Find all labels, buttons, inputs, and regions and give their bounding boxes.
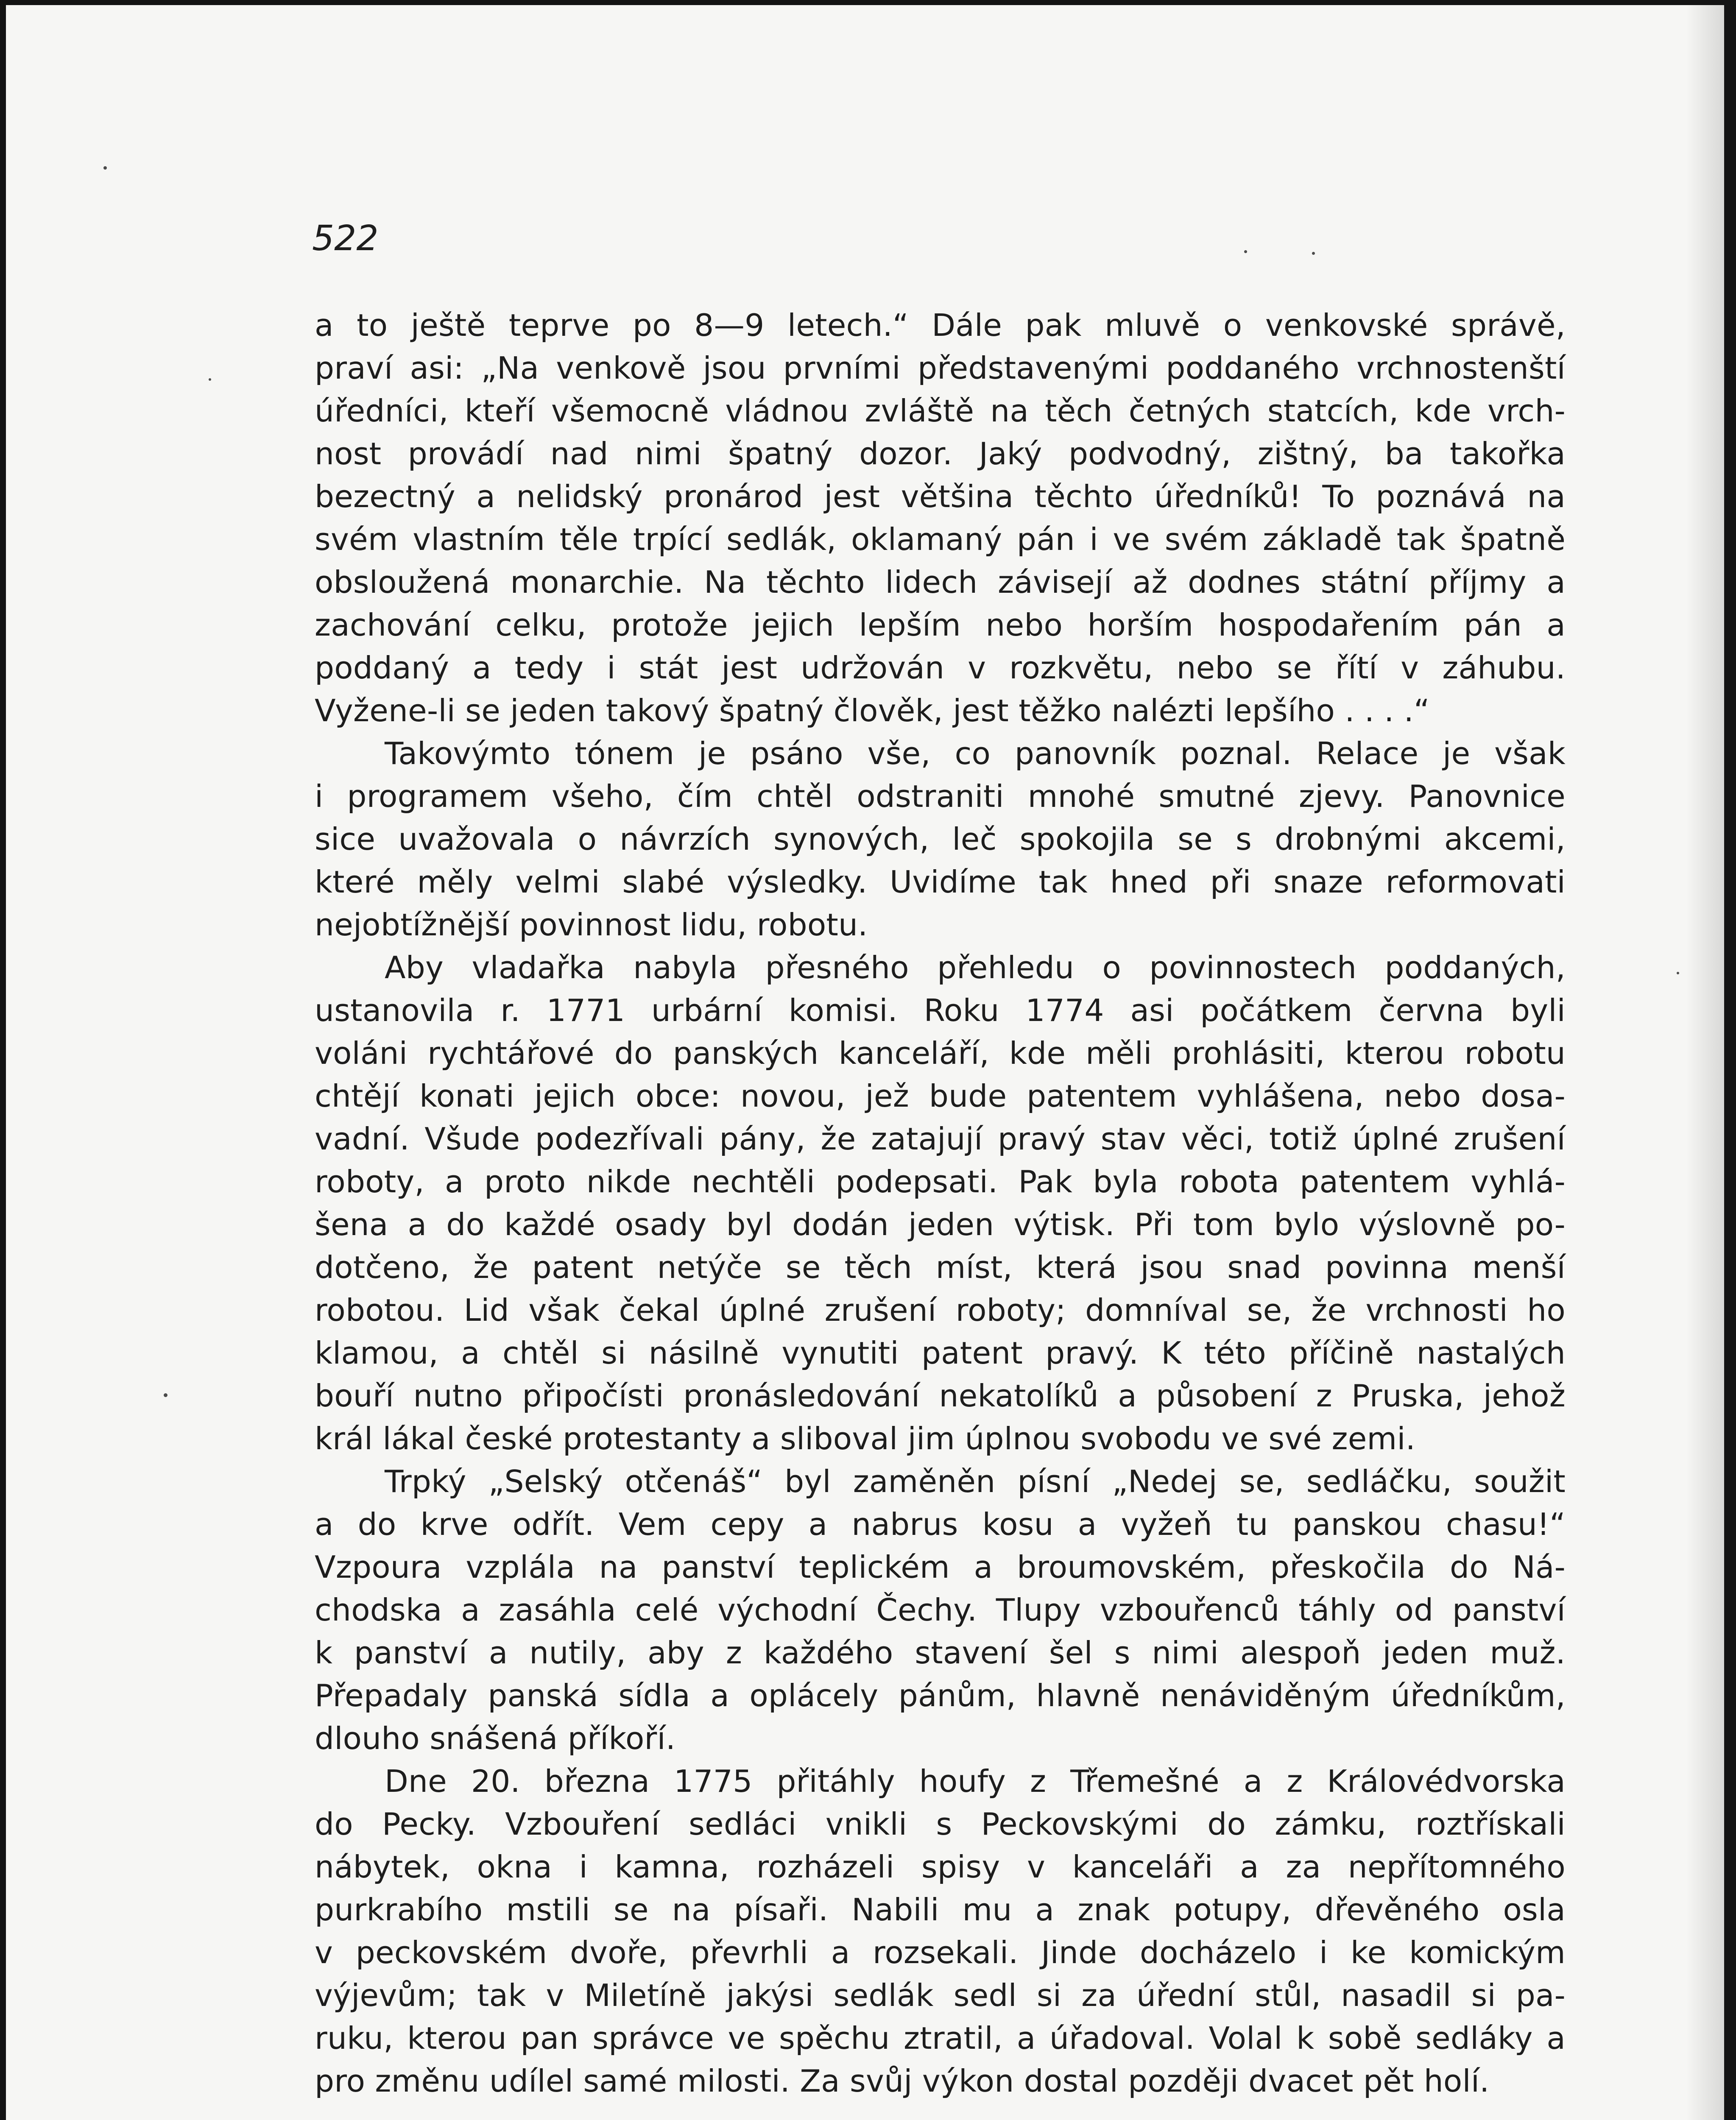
text-line: bouří nutno připočísti pronásledování nekatolíků a působení z Pruska, jehož bbox=[315, 1378, 1566, 1414]
scan-speck bbox=[164, 1393, 167, 1397]
text-line: vadní. Všude podezřívali pány, že zatajují pravý stav věci, totiž úplné zrušení bbox=[315, 1121, 1566, 1157]
text-line: a to ještě teprve po 8—9 letech.“ Dále pak mluvě o venkovské správě, bbox=[315, 308, 1566, 343]
paragraph bbox=[315, 733, 1566, 947]
text-line: k panství a nutily, aby z každého stavení šel s nimi alespoň jeden muž. bbox=[315, 1635, 1566, 1671]
body-text bbox=[315, 304, 1566, 2103]
text-line: v peckovském dvoře, převrhli a rozsekali. Jinde docházelo i ke komickým bbox=[315, 1935, 1566, 1971]
scan-speck bbox=[1244, 250, 1247, 253]
scanned-page bbox=[6, 5, 1724, 2120]
text-line: chodska a zasáhla celé východní Čechy. Tlupy vzbouřenců táhly od panství bbox=[315, 1593, 1566, 1628]
text-line: i programem všeho, čím chtěl odstraniti mnohé smutné zjevy. Panovnice bbox=[315, 779, 1566, 815]
scan-speck bbox=[209, 378, 211, 381]
text-line: poddaný a tedy i stát jest udržován v rozkvětu, nebo se řítí v záhubu. bbox=[315, 650, 1566, 686]
text-line: Vzpoura vzplála na panství teplickém a broumovském, přeskočila do Ná- bbox=[315, 1550, 1566, 1585]
text-line: zachování celku, protože jejich lepším nebo horším hospodařením pán a bbox=[315, 608, 1566, 643]
text-line: sice uvažovala o návrzích synových, leč spokojila se s drobnými akcemi, bbox=[315, 822, 1566, 857]
paragraph bbox=[315, 1461, 1566, 1760]
text-line: Takovýmto tónem je psáno vše, co panovník poznal. Relace je však bbox=[385, 736, 1566, 772]
text-line: které měly velmi slabé výsledky. Uvidíme tak hned při snaze reformovati bbox=[315, 865, 1566, 900]
page-edge-shadow bbox=[1686, 5, 1724, 2120]
scan-speck bbox=[103, 166, 107, 170]
text-line: do Pecky. Vzbouření sedláci vnikli s Peckovskými do zámku, roztřískali bbox=[315, 1807, 1566, 1842]
text-line: praví asi: „Na venkově jsou prvními představenými poddaného vrchnostenští bbox=[315, 351, 1566, 386]
paragraph bbox=[315, 304, 1566, 733]
text-line: dlouho snášená příkoří. bbox=[315, 1721, 676, 1757]
text-line: voláni rychtářové do panských kanceláří, kde měli prohlásiti, kterou robotu bbox=[315, 1036, 1566, 1071]
paragraph bbox=[315, 1760, 1566, 2103]
text-line: roboty, a proto nikde nechtěli podepsati. Pak byla robota patentem vyhlá- bbox=[315, 1164, 1566, 1200]
scan-speck bbox=[1677, 972, 1679, 974]
paragraph bbox=[315, 947, 1566, 1461]
text-line: nejobtížnější povinnost lidu, robotu. bbox=[315, 907, 868, 943]
text-line: úředníci, kteří všemocně vládnou zvláště na těch četných statcích, kde vrch- bbox=[315, 393, 1566, 429]
text-line: chtějí konati jejich obce: novou, jež bude patentem vyhlášena, nebo dosa- bbox=[315, 1079, 1566, 1114]
text-line: ustanovila r. 1771 urbární komisi. Roku 1774 asi počátkem června byli bbox=[315, 993, 1566, 1029]
text-line: purkrabího mstili se na písaři. Nabili mu a znak potupy, dřevěného osla bbox=[315, 1892, 1566, 1928]
text-line: bezectný a nelidský pronárod jest většina těchto úředníků! To poznává na bbox=[315, 479, 1566, 515]
text-line: pro změnu udílel samé milosti. Za svůj výkon dostal později dvacet pět holí. bbox=[315, 2064, 1490, 2099]
text-line: Aby vladařka nabyla přesného přehledu o povinnostech poddaných, bbox=[385, 950, 1566, 986]
text-line: Dne 20. března 1775 přitáhly houfy z Třemešné a z Královédvorska bbox=[385, 1764, 1566, 1799]
scan-speck bbox=[1312, 252, 1315, 255]
text-line: nábytek, okna i kamna, rozházeli spisy v kanceláři a za nepřítomného bbox=[315, 1849, 1566, 1885]
page-number: 522 bbox=[312, 218, 379, 259]
text-line: svém vlastním těle trpící sedlák, oklamaný pán i ve svém základě tak špatně bbox=[315, 522, 1566, 558]
text-line: Trpký „Selský otčenáš“ byl zaměněn písní „Nedej se, sedláčku, soužit bbox=[385, 1464, 1566, 1500]
text-line: a do krve odřít. Vem cepy a nabrus kosu a vyžeň tu panskou chasu!“ bbox=[315, 1507, 1566, 1543]
text-line: dotčeno, že patent netýče se těch míst, která jsou snad povinna menší bbox=[315, 1250, 1566, 1286]
text-line: Přepadaly panská sídla a oplácely pánům, hlavně nenáviděným úředníkům, bbox=[315, 1678, 1566, 1714]
text-line: král lákal české protestanty a sliboval jim úplnou svobodu ve své zemi. bbox=[315, 1421, 1415, 1457]
text-line: Vyžene-li se jeden takový špatný člověk, jest těžko nalézti lepšího . . . .“ bbox=[315, 693, 1430, 729]
text-line: ruku, kterou pan správce ve spěchu ztratil, a úřadoval. Volal k sobě sedláky a bbox=[315, 2021, 1566, 2056]
text-line: nost provádí nad nimi špatný dozor. Jaký podvodný, zištný, ba takořka bbox=[315, 436, 1566, 472]
text-line: klamou, a chtěl si násilně vynutiti patent pravý. K této příčině nastalých bbox=[315, 1336, 1566, 1371]
text-line: šena a do každé osady byl dodán jeden výtisk. Při tom bylo výslovně po- bbox=[315, 1207, 1566, 1243]
text-line: obsloužená monarchie. Na těchto lidech závisejí až dodnes státní příjmy a bbox=[315, 565, 1566, 600]
text-line: robotou. Lid však čekal úplné zrušení roboty; domníval se, že vrchnosti ho bbox=[315, 1293, 1566, 1328]
text-line: výjevům; tak v Miletíně jakýsi sedlák sedl si za úřední stůl, nasadil si pa- bbox=[315, 1978, 1566, 2014]
